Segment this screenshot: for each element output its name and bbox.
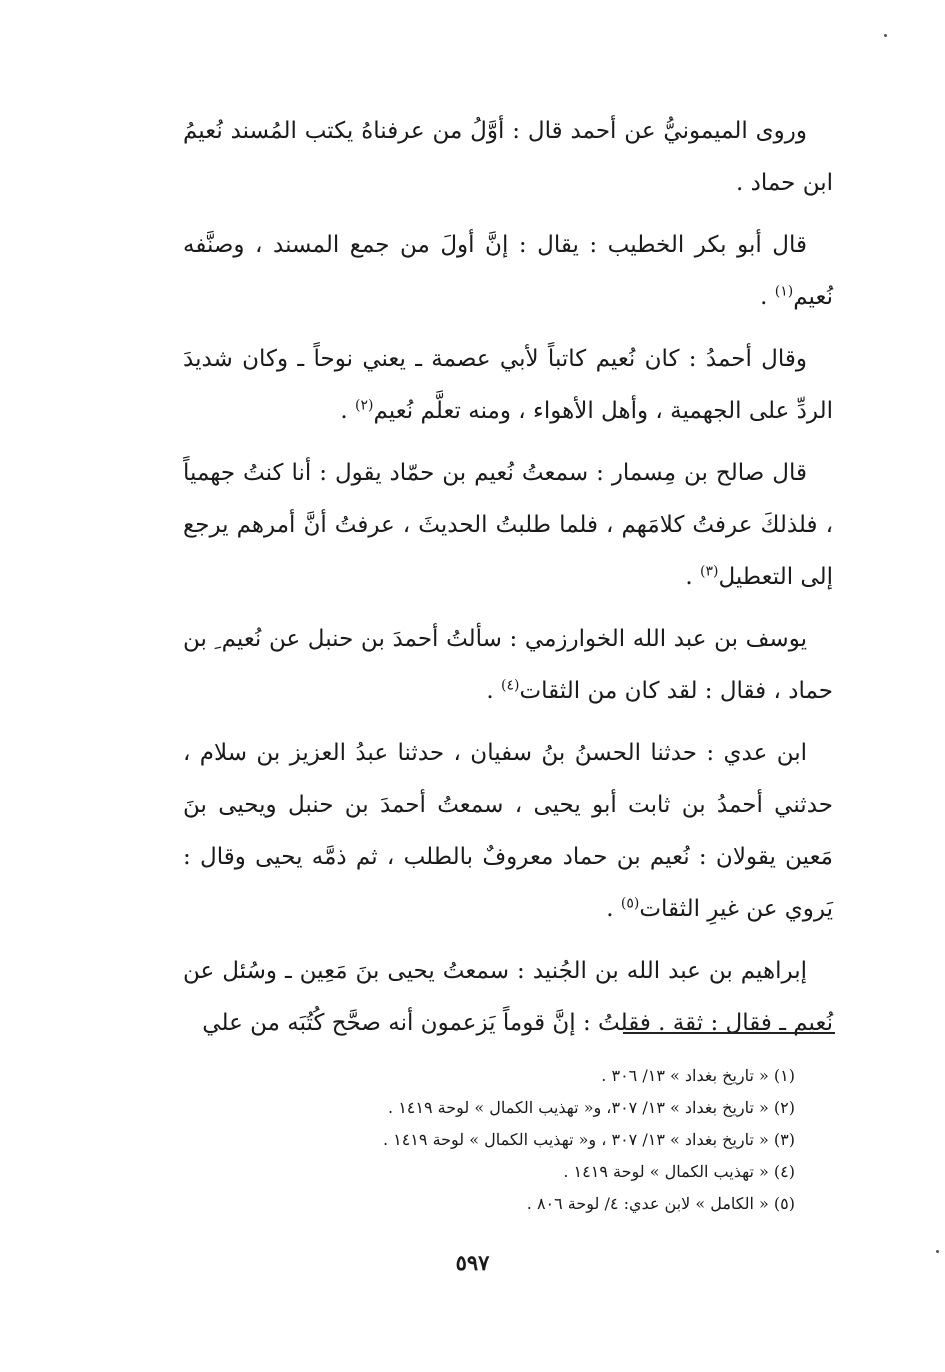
footnote-ref: (٥) — [620, 895, 640, 912]
footnote: (١) « تاريخ بغداد » ١٣/ ٣٠٦ . — [601, 1066, 795, 1085]
scan-speck — [884, 34, 887, 37]
footnote: (٤) « تهذيب الكمال » لوحة ١٤١٩ . — [563, 1162, 795, 1181]
footnote-ref: (٢) — [355, 397, 374, 414]
paragraph: ابن عدي : حدثنا الحسنُ بنُ سفيان ، حدثنا عبدُ العزيز بن سلام ، حدثني أحمدُ بن ثابت أبو يحيى ، سمعتُ أحمدَ بن حنبل ويحيى بنَ مَعين يقولان : نُعيم بن حماد معروفٌ بالطلب ، ثم ذمَّه يحيى وقال : يَروي عن غيرِ الثقات$^{(٥)}$ . — [183, 740, 833, 922]
paragraph: يوسف بن عبد الله الخوارزمي : سألتُ أحمدَ بن حنبل عن نُعيم ِ بن حماد ، فقال : لقد كان من الثقات$^{(٤)}$ . — [183, 626, 833, 704]
footnote-ref: (١) — [774, 283, 794, 300]
paragraph: وروى الميمونيُّ عن أحمد قال : أوَّلُ من عرفناهُ يكتب المُسند نُعيمُ ابن حماد . — [183, 118, 833, 196]
footnotes-list — [195, 1060, 795, 1220]
footnote-ref: (٤) — [501, 677, 520, 694]
footnote-ref: (٣) — [699, 563, 719, 580]
paragraph: قال صالح بن مِسمار : سمعتُ نُعيم بن حمّاد يقول : أنا كنتُ جهمياً ، فلذلكَ عرفتُ كلامَهم ، فلما طلبتُ الحديثَ ، عرفتُ أنَّ أمرهم يرجع إلى التعطيل$^{(٣)}$ . — [183, 460, 833, 590]
paragraph: قال أبو بكر الخطيب : يقال : إنَّ أولَ من جمع المسند ، وصنَّفه نُعيم$^{(١)}$ . — [183, 232, 833, 310]
footnote-separator — [623, 1032, 835, 1034]
page-number: ٥٩٧ — [455, 1250, 490, 1275]
paragraph: إبراهيم بن عبد الله بن الجُنيد : سمعتُ يحيى بنَ مَعِين ـ وسُئل عن نُعيم ـ فقال : ثقة . فقلتُ : إنَّ قوماً يَزعمون أنه صحَّح كُتُبَه من علي — [183, 958, 833, 1036]
paragraph: وقال أحمدُ : كان نُعيم كاتباً لأبي عصمة ـ يعني نوحاً ـ وكان شديدَ الردِّ على الجهمية ، وأهل الأهواء ، ومنه تعلَّم نُعيم$^{(٢)}$ . — [183, 346, 833, 424]
footnote: (٣) « تاريخ بغداد » ١٣/ ٣٠٧ ، و« تهذيب الكمال » لوحة ١٤١٩ . — [382, 1130, 795, 1149]
footnote: (٢) « تاريخ بغداد » ١٣/ ٣٠٧، و« تهذيب الكمال » لوحة ١٤١٩ . — [388, 1098, 795, 1117]
main-text — [183, 105, 833, 1049]
footnote: (٥) « الكامل » لابن عدي: ٤/ لوحة ٨٠٦ . — [526, 1194, 795, 1213]
